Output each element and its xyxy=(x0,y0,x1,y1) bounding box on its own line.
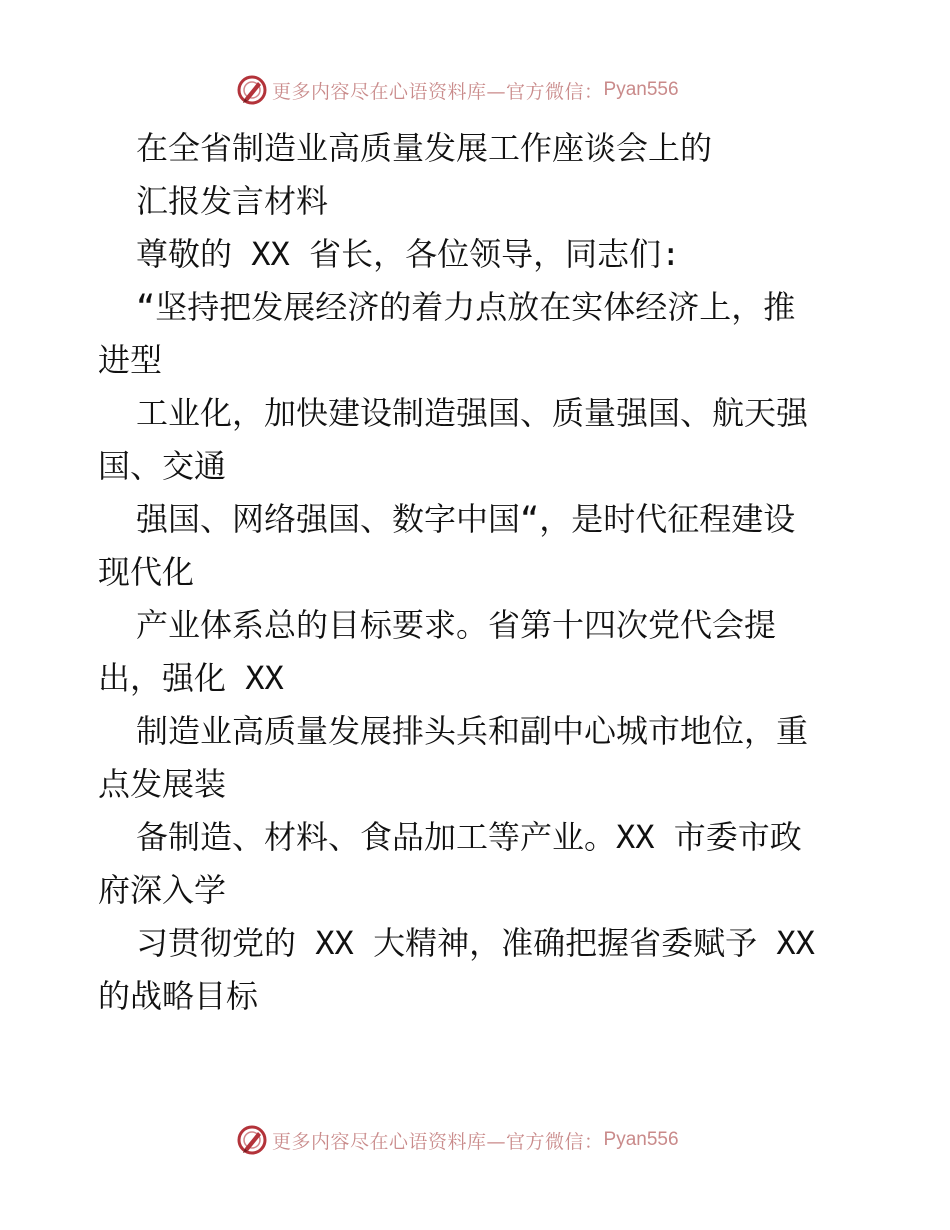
document-line: 尊敬的 XX 省长，各位领导，同志们: xyxy=(136,235,681,273)
document-line: 的战略目标 xyxy=(98,977,259,1015)
watermark-wechat-id: Pyan556 xyxy=(603,1129,679,1150)
document-line: 现代化 xyxy=(98,553,195,591)
document-line: 汇报发言材料 xyxy=(136,182,329,220)
document-line: 备制造、材料、食品加工等产业。XX 市委市政 xyxy=(136,818,802,856)
document-line: 强国、网络强国、数字中国“，是时代征程建设 xyxy=(136,500,796,538)
document-line: 在全省制造业高质量发展工作座谈会上的 xyxy=(136,129,713,167)
pen-logo-icon xyxy=(236,1124,268,1156)
document-body xyxy=(98,122,858,1023)
watermark-header xyxy=(236,72,679,108)
document-line: 点发展装 xyxy=(98,765,227,803)
document-line: 产业体系总的目标要求。省第十四次党代会提 xyxy=(136,606,777,644)
document-line: 进型 xyxy=(98,341,163,379)
document-line: 出，强化 XX xyxy=(98,659,284,697)
watermark-footer xyxy=(236,1122,679,1158)
watermark-text: 更多内容尽在心语资料库—官方微信： xyxy=(272,1130,604,1153)
document-line: 习贯彻党的 XX 大精神，准确把握省委赋予 XX xyxy=(136,924,815,962)
watermark-text: 更多内容尽在心语资料库—官方微信： xyxy=(272,80,604,103)
document-line: “坚持把发展经济的着力点放在实体经济上，推 xyxy=(136,288,796,326)
watermark-wechat-id: Pyan556 xyxy=(603,79,679,100)
document-line: 制造业高质量发展排头兵和副中心城市地位，重 xyxy=(136,712,809,750)
document-line: 府深入学 xyxy=(98,871,227,909)
document-line: 工业化，加快建设制造强国、质量强国、航天强 xyxy=(136,394,809,432)
pen-logo-icon xyxy=(236,74,268,106)
document-line: 国、交通 xyxy=(98,447,227,485)
